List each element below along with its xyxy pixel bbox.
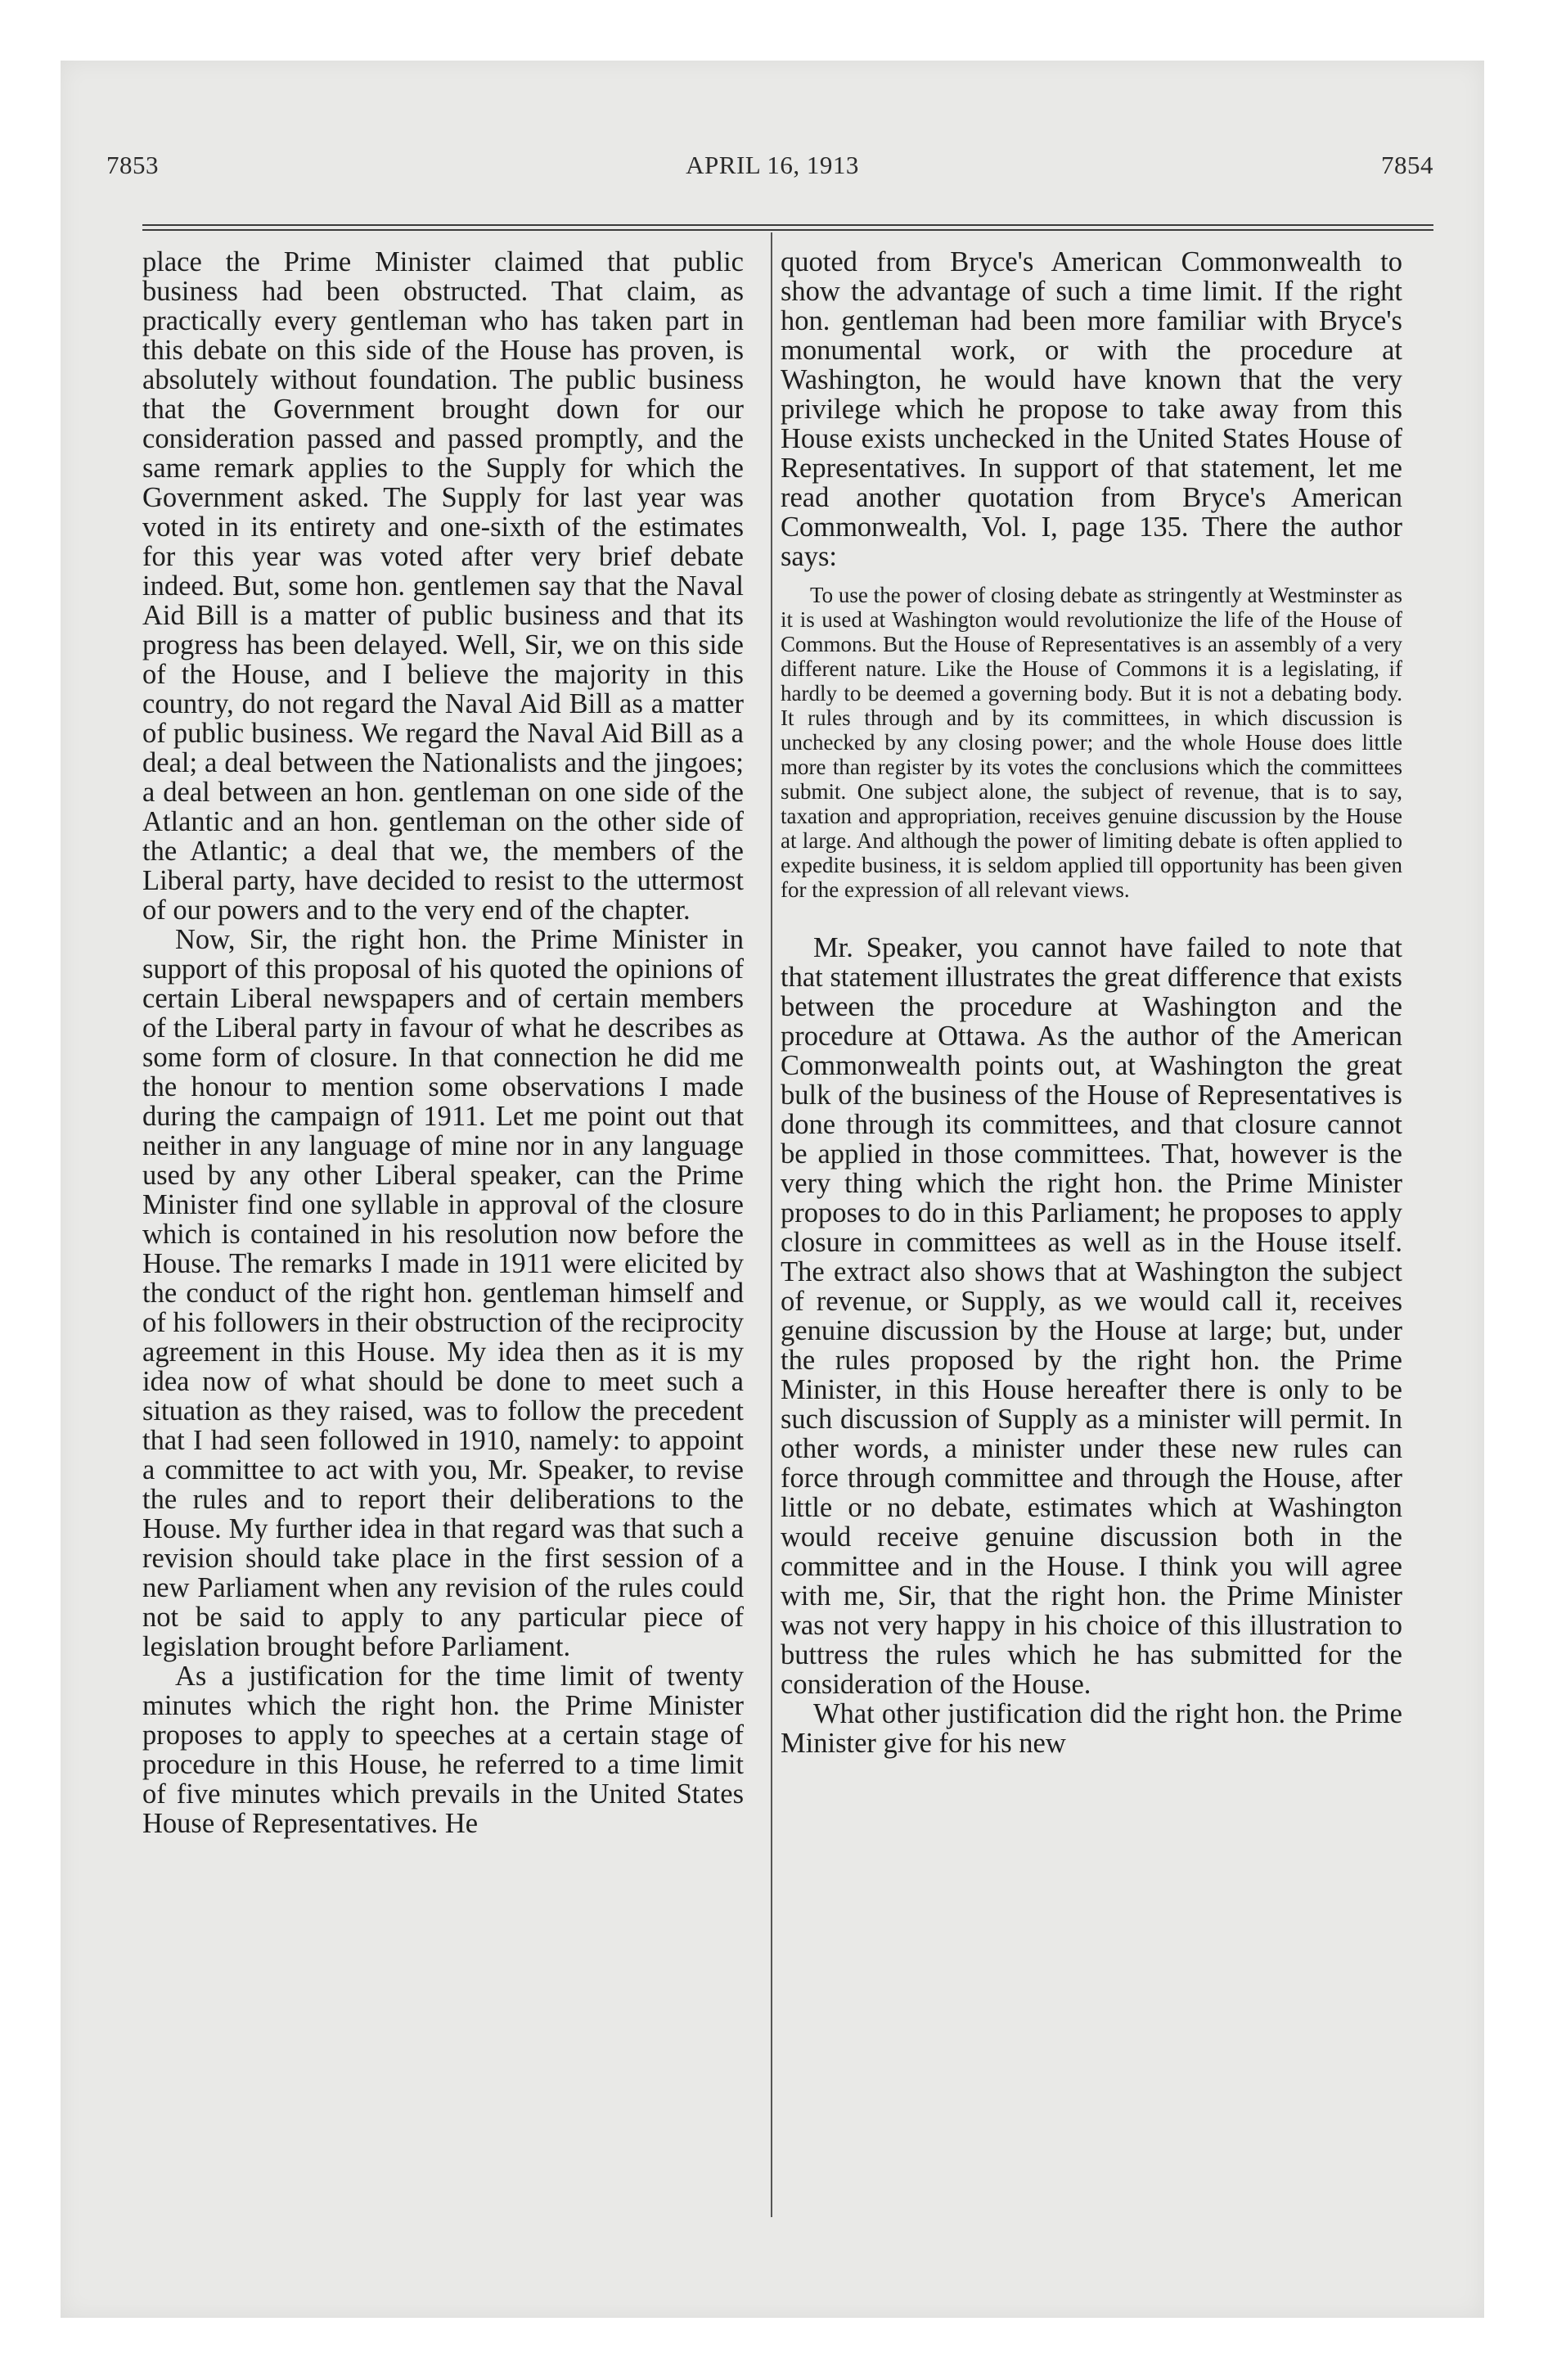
- page-date: APRIL 16, 1913: [686, 151, 859, 179]
- left-page-number: 7853: [106, 151, 159, 179]
- left-column: [142, 247, 744, 1838]
- block-quotation: To use the power of closing debate as stringently at Westminster as it is used at Washington would revolutionize the life of the House of Commons. But the House of Representatives is an assembly of a very different nature. Like the House of Commons it is a legislating, if hardly to be deemed a governing body. But it is not a debating body. It rules through and by its committees, in which discussion is unchecked by any closing power; and the whole House does little more than register by its votes the conclusions which the committees submit. One subject alone, the subject of revenue, that is to say, taxation and appropriation, receives genuine discussion by the House at large. And although the power of limiting debate is often applied to expedite business, it is seldom applied till opportunity has been given for the expression of all relevant views.: [781, 583, 1402, 902]
- right-paragraph-3: What other justification did the right hon. the Prime Minister give for his new: [781, 1698, 1402, 1759]
- right-page-number: 7854: [1381, 151, 1433, 179]
- header-double-rule: [142, 224, 1433, 231]
- right-paragraph-2: Mr. Speaker, you cannot have failed to note that that statement illustrates the great difference that exists between the procedure at Washington and the procedure at Ottawa. As the author of the American Commonwealth points out, at Washington the great bulk of the business of the House of Representatives is done through its committees, and that closure cannot be applied in those committees. That, however is the very thing which the right hon. the Prime Minister proposes to do in this Parliament; he proposes to apply closure in committees as well as in the House itself. The extract also shows that at Washington the subject of revenue, or Supply, as we would call it, receives genuine discussion by the House at large; but, under the rules proposed by the right hon. the Prime Minister, in this House hereafter there is only to be such discussion of Supply as a minister will permit. In other words, a minister under these new rules can force through committee and through the House, after little or no debate, estimates which at Washington would receive genuine discussion both in the committee and in the House. I think you will agree with me, Sir, that the right hon. the Prime Minister was not very happy in his choice of this illustration to buttress the rules which he has submitted for the consideration of the House.: [781, 932, 1402, 1700]
- left-paragraph-1: place the Prime Minister claimed that public business had been obstructed. That claim, as practically every gentleman who has taken part in this debate on this side of the House has proven, is absolutely without foundation. The public business that the Government brought down for our consideration passed and passed promptly, and the same remark applies to the Supply for which the Government asked. The Supply for last year was voted in its entirety and one-sixth of the estimates for this year was voted after very brief debate indeed. But, some hon. gentlemen say that the Naval Aid Bill is a matter of public business and that its progress has been delayed. Well, Sir, we on this side of the House, and I believe the majority in this country, do not regard the Naval Aid Bill as a matter of public business. We regard the Naval Aid Bill as a deal; a deal between the Nationalists and the jingoes; a deal between an hon. gentleman on one side of the Atlantic and an hon. gentleman on the other side of the Atlantic; a deal that we, the members of the Liberal party, have decided to resist to the uttermost of our powers and to the very end of the chapter.: [142, 246, 744, 926]
- left-paragraph-3: As a justification for the time limit of twenty minutes which the right hon. the Prime Minister proposes to apply to speeches at a certain stage of procedure in this House, he referred to a time limit of five minutes which prevails in the United States House of Representatives. He: [142, 1661, 744, 1839]
- hansard-page: [61, 61, 1484, 2318]
- page-header: [61, 151, 1484, 200]
- left-paragraph-2: Now, Sir, the right hon. the Prime Minister in support of this proposal of his quoted the opinions of certain Liberal newspapers and of certain members of the Liberal party in favour of what he describes as some form of closure. In that connection he did me the honour to mention some observations I made during the campaign of 1911. Let me point out that neither in any language of mine nor in any language used by any other Liberal speaker, can the Prime Minister find one syllable in approval of the closure which is contained in his resolution now before the House. The remarks I made in 1911 were elicited by the conduct of the right hon. gentleman himself and of his followers in their obstruction of the reciprocity agreement in this House. My idea then as it is my idea now of what should be done to meet such a situation as they raised, was to follow the precedent that I had seen followed in 1910, namely: to appoint a committee to act with you, Mr. Speaker, to revise the rules and to report their deliberations to the House. My further idea in that regard was that such a revision should take place in the first session of a new Parliament when any revision of the rules could not be said to apply to any particular piece of legislation brought before Parliament.: [142, 924, 744, 1662]
- right-column: [781, 247, 1402, 1758]
- right-paragraph-1: quoted from Bryce's American Commonwealth to show the advantage of such a time limit. If the right hon. gentleman had been more familiar with Bryce's monumental work, or with the procedure at Washington, he would have known that the very privilege which he propose to take away from this House exists unchecked in the United States House of Representatives. In support of that statement, let me read another quotation from Bryce's American Commonwealth, Vol. I, page 135. There the author says:: [781, 246, 1402, 572]
- column-divider: [771, 232, 772, 2217]
